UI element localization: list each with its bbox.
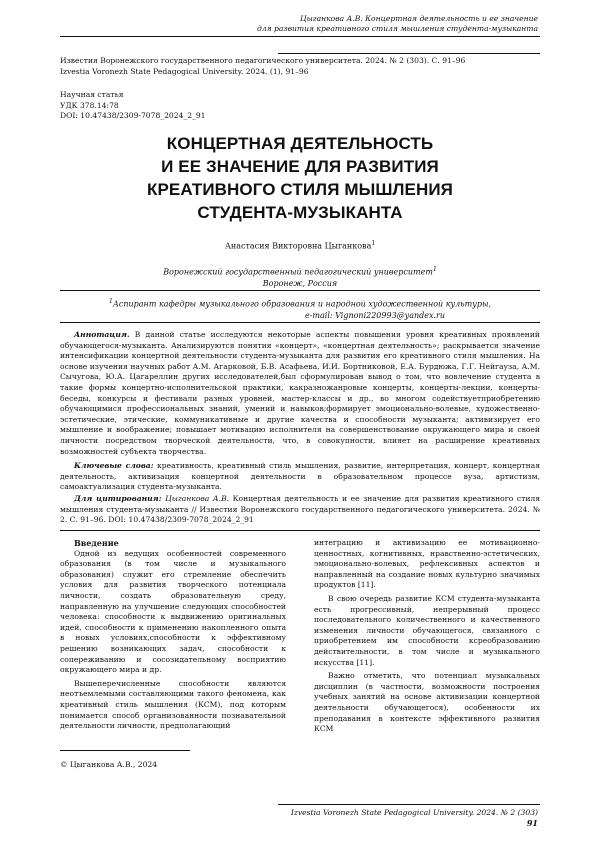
annotation [60,330,540,457]
title-line-1: КОНЦЕРТНАЯ ДЕЯТЕЛЬНОСТЬ [166,134,434,153]
running-head-underline [278,53,540,54]
keywords-text: креативность, креативный стиль мышления, развитие, интерпретация, концерт, концертная деятельность, активизация концертной деятельности в образовательном процессе вуза, артистизм, самоактуализация студента-музыканта. [60,461,541,492]
journal-info [60,56,540,77]
right-paragraph-2: В свою очередь развитие КСМ студента-музыканта есть прогрессивный, непрерывный процесс последовательного количественного и качественного изменения личности обучающегося, связанного с приобретением им способности ксреобразованию действительности, в том числе и музыкального искусства [11]. [314,593,540,667]
keywords-label: Ключевые слова: [74,461,154,470]
affiliation-sup: 1 [432,266,437,273]
copyright: © Цыганкова А.В., 2024 [60,760,158,769]
affiliation-city: Воронеж, Россия [262,278,338,288]
right-paragraph-3: Важно отметить, что потенциал музыкальных дисциплин (в частности, возможности построения учебных занятий на основе активизации концертной деятельности обучающегося), особенности их преподавания в контексте эффективного развития КСМ [314,671,540,734]
keywords [60,461,540,493]
running-head-line2: для развития креативного стиля мышления студента-музыканта [256,24,538,33]
affiliation-univ: Воронежский государственный педагогический университет [163,267,433,277]
journal-ru: Известия Воронежского государственного педагогического университета. 2024. № 2 (303). С. 91–96 [60,56,466,65]
article-title [60,132,540,224]
article-type: Научная статья [60,90,124,99]
doi: DOI: 10.47438/2309-7078_2024_2_91 [60,111,206,120]
citation-label: Для цитирования: [74,494,162,503]
left-paragraph-1: Одной из ведущих особенностей современного образования (в том числе и музыкального образования) служит его стремление обеспечить условия для развития творческого потенциала личности, создать образовательную среду, направленную на улучшение следующих способностей человека: способности к выдвижению оригинальных идей, способности к применению накопленного опыта в новых условиях,способности к эффективному решению возникающих задач, способности к сопереживанию и сосозидательному восприятию окружающего мира и др. [60,548,286,675]
section-heading: Введение [74,538,119,548]
title-line-2: И ЕЕ ЗНАЧЕНИЕ ДЛЯ РАЗВИТИЯ [161,157,439,176]
author-name: Анастасия Викторовна Цыганкова [224,241,372,251]
author-note [60,296,540,321]
journal-en: Izvestia Voronezh State Pedagogical University. 2024. (1), 91–96 [60,66,309,76]
left-paragraph-2: Вышеперечисленные способности являются неотъемлемыми составляющими такого феномена, как креативный стиль мышления (КСМ), под которым понимается способ организованности познавательной деятельности личности, предполагающий [60,678,286,731]
author [60,240,540,251]
citation-text: Концертная деятельность и ее значение для развития креативного стиля мышления студента-музыканта // Известия Воронежского государственного педагогического университета. 2024. № 2. С. 91–96. DOI: 10.47438/2309-7078_2024_2_91 [60,494,540,525]
citation [60,494,540,526]
footnote-rule [60,750,190,751]
right-paragraph-1: интеграцию и активизацию ее мотивационно-ценностных, когнитивных, нравственно-эстетических, эмоционально-волевых, рефлексивных аспектов и направленный на создание новых культурно значимых продуктов [11]. [314,538,540,590]
citation-author: Цыганкова А.В. [161,494,230,503]
page-number: 91 [526,818,538,828]
author-note-line1: Аспирант кафедры музыкального образования и народной художественной культуры, [112,299,492,309]
title-line-3: КРЕАТИВНОГО СТИЛЯ МЫШЛЕНИЯ [146,180,454,199]
running-head [238,14,538,34]
header-rule [60,36,540,37]
author-note-email: e-mail: Vignoni220993@yandex.ru [304,310,445,320]
body-rule [60,530,540,531]
author-note-sup: 1 [108,298,113,305]
affil-rule-top [60,290,540,291]
title-line-4: СТУДЕНТА-МУЗЫКАНТА [197,203,403,222]
running-head-line1: Цыганкова А.В. Концертная деятельность и ее значение [299,14,538,23]
right-column [314,538,540,735]
left-column [60,538,286,732]
author-sup: 1 [371,240,376,247]
article-meta [60,90,360,122]
annotation-text: В данной статье исследуются некоторые аспекты повышения уровня креативных проявлений обучающегося-музыканта. Анализируются понятия «концерт», «концертная деятельность»; раскрывается значение интенсификации концертной деятельности студента-музыканта для развития его креативного стиля мышления. На основе изучения научных работ А.М. Агарковой, Б.В. Асафьева, И.И. Бортниковой, Е.А. Бурдюжа, Г.Г. Нейгауза, А.М. Сычугова, Ю.А. Цагареллин других исследователей,был сформулирован вывод о том, что вовлечение студента в такие формы концертно-исполнительской практики, какразножанровые концерты, концерты-лекции, концерты-беседы, конкурсы и фестивали разных уровней, мастер-классы и др., во многом содействуетприобретению обучающимися профессиональных знаний, умений и навыков;формирует эмоционально-волевые, художественно-эстетические, этические, коммуникативные и другие качества и способности музыканта; активизирует его мышление и воображение; повышает мотивацию исполнителя на совершенствование окружающего мира и своей личности посредством творческой деятельности, что, в совокупности, влияет на расширение креативных возможностей субъекта творчества. [60,330,540,456]
annotation-label: Аннотация. [74,330,130,339]
affiliation [60,264,540,289]
udk: УДК 378.14:78 [60,100,119,110]
footer: Izvestia Voronezh State Pedagogical University. 2024. № 2 (303) [290,808,538,817]
affil-rule-bottom [60,322,540,323]
footer-rule [278,804,540,805]
